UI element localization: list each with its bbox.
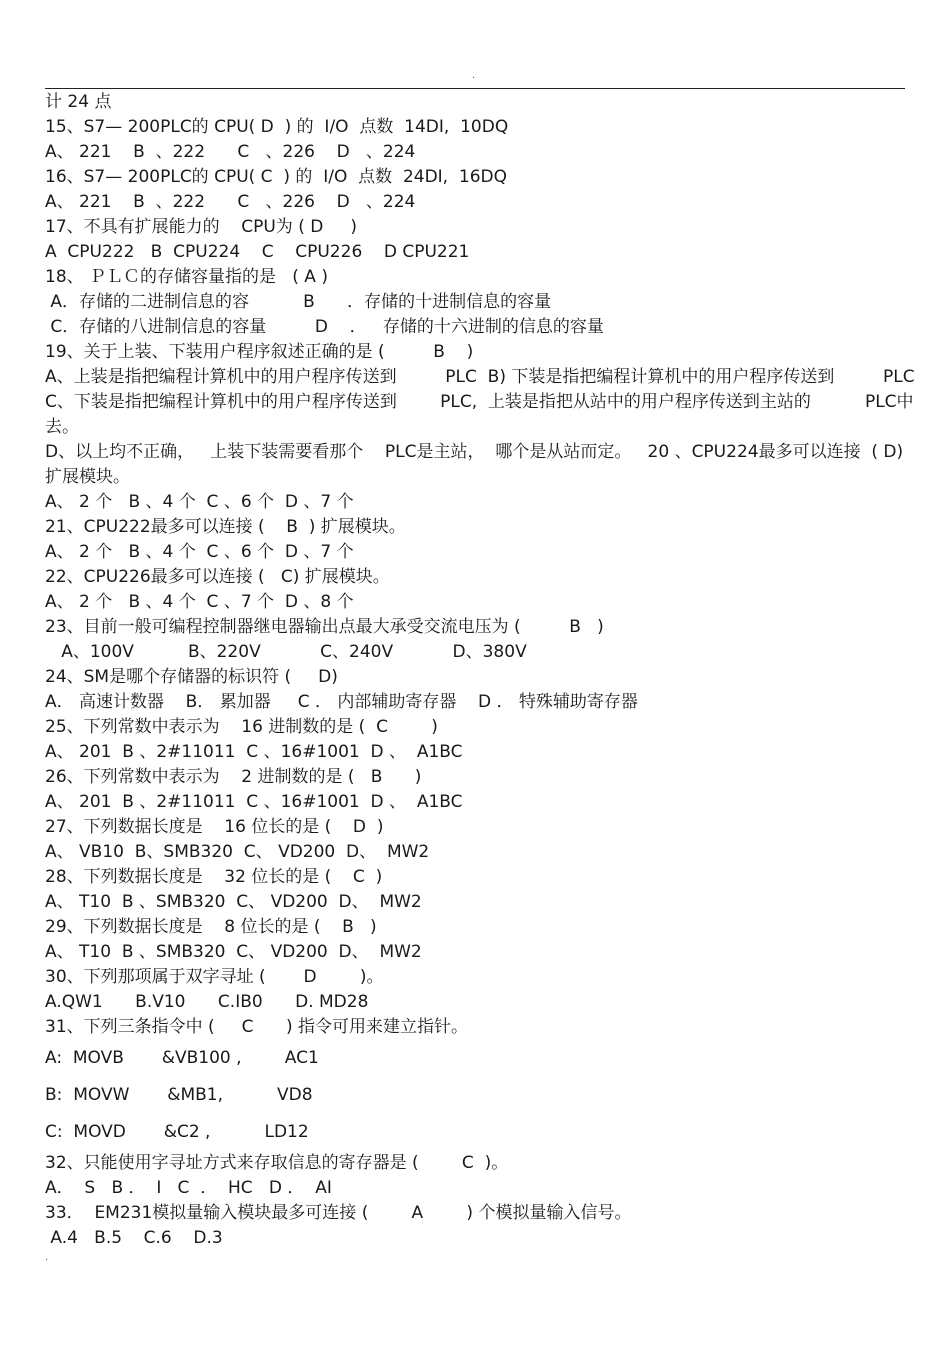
options-20: A、 2 个 B 、4 个 C 、6 个 D 、7 个 bbox=[45, 492, 354, 512]
header-mark: . bbox=[472, 70, 476, 81]
options-25: A、 201 B 、2#11011 C 、16#1001 D 、 A1BC bbox=[45, 742, 463, 762]
option-31-c: C: MOVD &C2 , LD12 bbox=[45, 1122, 309, 1142]
question-20-cont: 扩展模块。 bbox=[45, 467, 130, 487]
question-16: 16、S7— 200PLC的 CPU( C ) 的 I/O 点数 24DI, 16DQ bbox=[45, 167, 507, 187]
options-17: A CPU222 B CPU224 C CPU226 D CPU221 bbox=[45, 242, 470, 262]
options-21: A、 2 个 B 、4 个 C 、6 个 D 、7 个 bbox=[45, 542, 354, 562]
question-21: 21、CPU222最多可以连接 ( B ) 扩展模块。 bbox=[45, 517, 406, 537]
option-31-a: A: MOVB &VB100 , AC1 bbox=[45, 1048, 319, 1068]
options-28: A、 T10 B 、SMB320 C、 VD200 D、 MW2 bbox=[45, 892, 422, 912]
question-18: 18、 ＰＬＣ的存储容量指的是 ( A ) bbox=[45, 267, 328, 287]
header-rule bbox=[45, 88, 905, 89]
options-29: A、 T10 B 、SMB320 C、 VD200 D、 MW2 bbox=[45, 942, 422, 962]
question-29: 29、下列数据长度是 8 位长的是 ( B ) bbox=[45, 917, 377, 937]
question-19: 19、关于上装、下装用户程序叙述正确的是 ( B ) bbox=[45, 342, 474, 362]
question-25: 25、下列常数中表示为 16 进制数的是 ( C ) bbox=[45, 717, 438, 737]
options-32: A． S B ． I C ． HC D ． AI bbox=[45, 1178, 332, 1198]
options-27: A、 VB10 B、SMB320 C、 VD200 D、 MW2 bbox=[45, 842, 430, 862]
options-15: A、 221 B 、222 C 、226 D 、224 bbox=[45, 142, 416, 162]
question-23: 23、目前一般可编程控制器继电器输出点最大承受交流电压为 ( B ) bbox=[45, 617, 604, 637]
question-30: 30、下列那项属于双字寻址 ( D )。 bbox=[45, 967, 384, 987]
options-30: A.QW1 B.V10 C.IB0 D. MD28 bbox=[45, 992, 369, 1012]
question-24: 24、SM是哪个存储器的标识符 ( D) bbox=[45, 667, 338, 687]
question-32: 32、只能使用字寻址方式来存取信息的寄存器是 ( C )。 bbox=[45, 1153, 509, 1173]
options-33: A.4 B.5 C.6 D.3 bbox=[45, 1228, 223, 1248]
options-16: A、 221 B 、222 C 、226 D 、224 bbox=[45, 192, 416, 212]
options-23: A、100V B、220V C、240V D、380V bbox=[45, 642, 527, 662]
options-18-cd: C．存储的八进制信息的容量 D ． 存储的十六进制的信息的容量 bbox=[45, 317, 604, 337]
options-18-ab: A．存储的二进制信息的容 B ．存储的十进制信息的容量 bbox=[45, 292, 552, 312]
options-24: A． 高速计数器 B． 累加器 C ． 内部辅助寄存器 D ． 特殊辅助寄存器 bbox=[45, 692, 638, 712]
options-19-d-question-20: D、以上均不正确， 上装下装需要看那个 PLC是主站， 哪个是从站而定。 20 、CPU224最多可以连接 ( D) bbox=[45, 442, 904, 462]
question-33: 33． EM231模拟量输入模块最多可连接 ( A ) 个模拟量输入信号。 bbox=[45, 1203, 632, 1223]
option-31-b: B: MOVW &MB1, VD8 bbox=[45, 1085, 313, 1105]
options-19-c-cont: 去。 bbox=[45, 417, 79, 437]
question-28: 28、下列数据长度是 32 位长的是 ( C ) bbox=[45, 867, 383, 887]
text-line: 计 24 点 bbox=[45, 92, 112, 112]
footer-mark: . bbox=[45, 1252, 49, 1263]
document-body bbox=[45, 90, 915, 1251]
options-19-c: C、下装是指把编程计算机中的用户程序传送到 PLC, 上装是指把从站中的用户程序传送到主站的 PLC中 bbox=[45, 392, 914, 412]
options-22: A、 2 个 B 、4 个 C 、7 个 D 、8 个 bbox=[45, 592, 354, 612]
question-22: 22、CPU226最多可以连接 ( C) 扩展模块。 bbox=[45, 567, 390, 587]
question-31: 31、下列三条指令中 ( C ) 指令可用来建立指针。 bbox=[45, 1017, 469, 1037]
question-15: 15、S7— 200PLC的 CPU( D ) 的 I/O 点数 14DI, 10DQ bbox=[45, 117, 509, 137]
options-26: A、 201 B 、2#11011 C 、16#1001 D 、 A1BC bbox=[45, 792, 463, 812]
question-17: 17、不具有扩展能力的 CPU为 ( D ) bbox=[45, 217, 357, 237]
question-27: 27、下列数据长度是 16 位长的是 ( D ) bbox=[45, 817, 384, 837]
options-19-ab: A、上装是指把编程计算机中的用户程序传送到 PLC B) 下装是指把编程计算机中的用户程序传送到 PLC bbox=[45, 367, 915, 387]
question-26: 26、下列常数中表示为 2 进制数的是 ( B ) bbox=[45, 767, 422, 787]
